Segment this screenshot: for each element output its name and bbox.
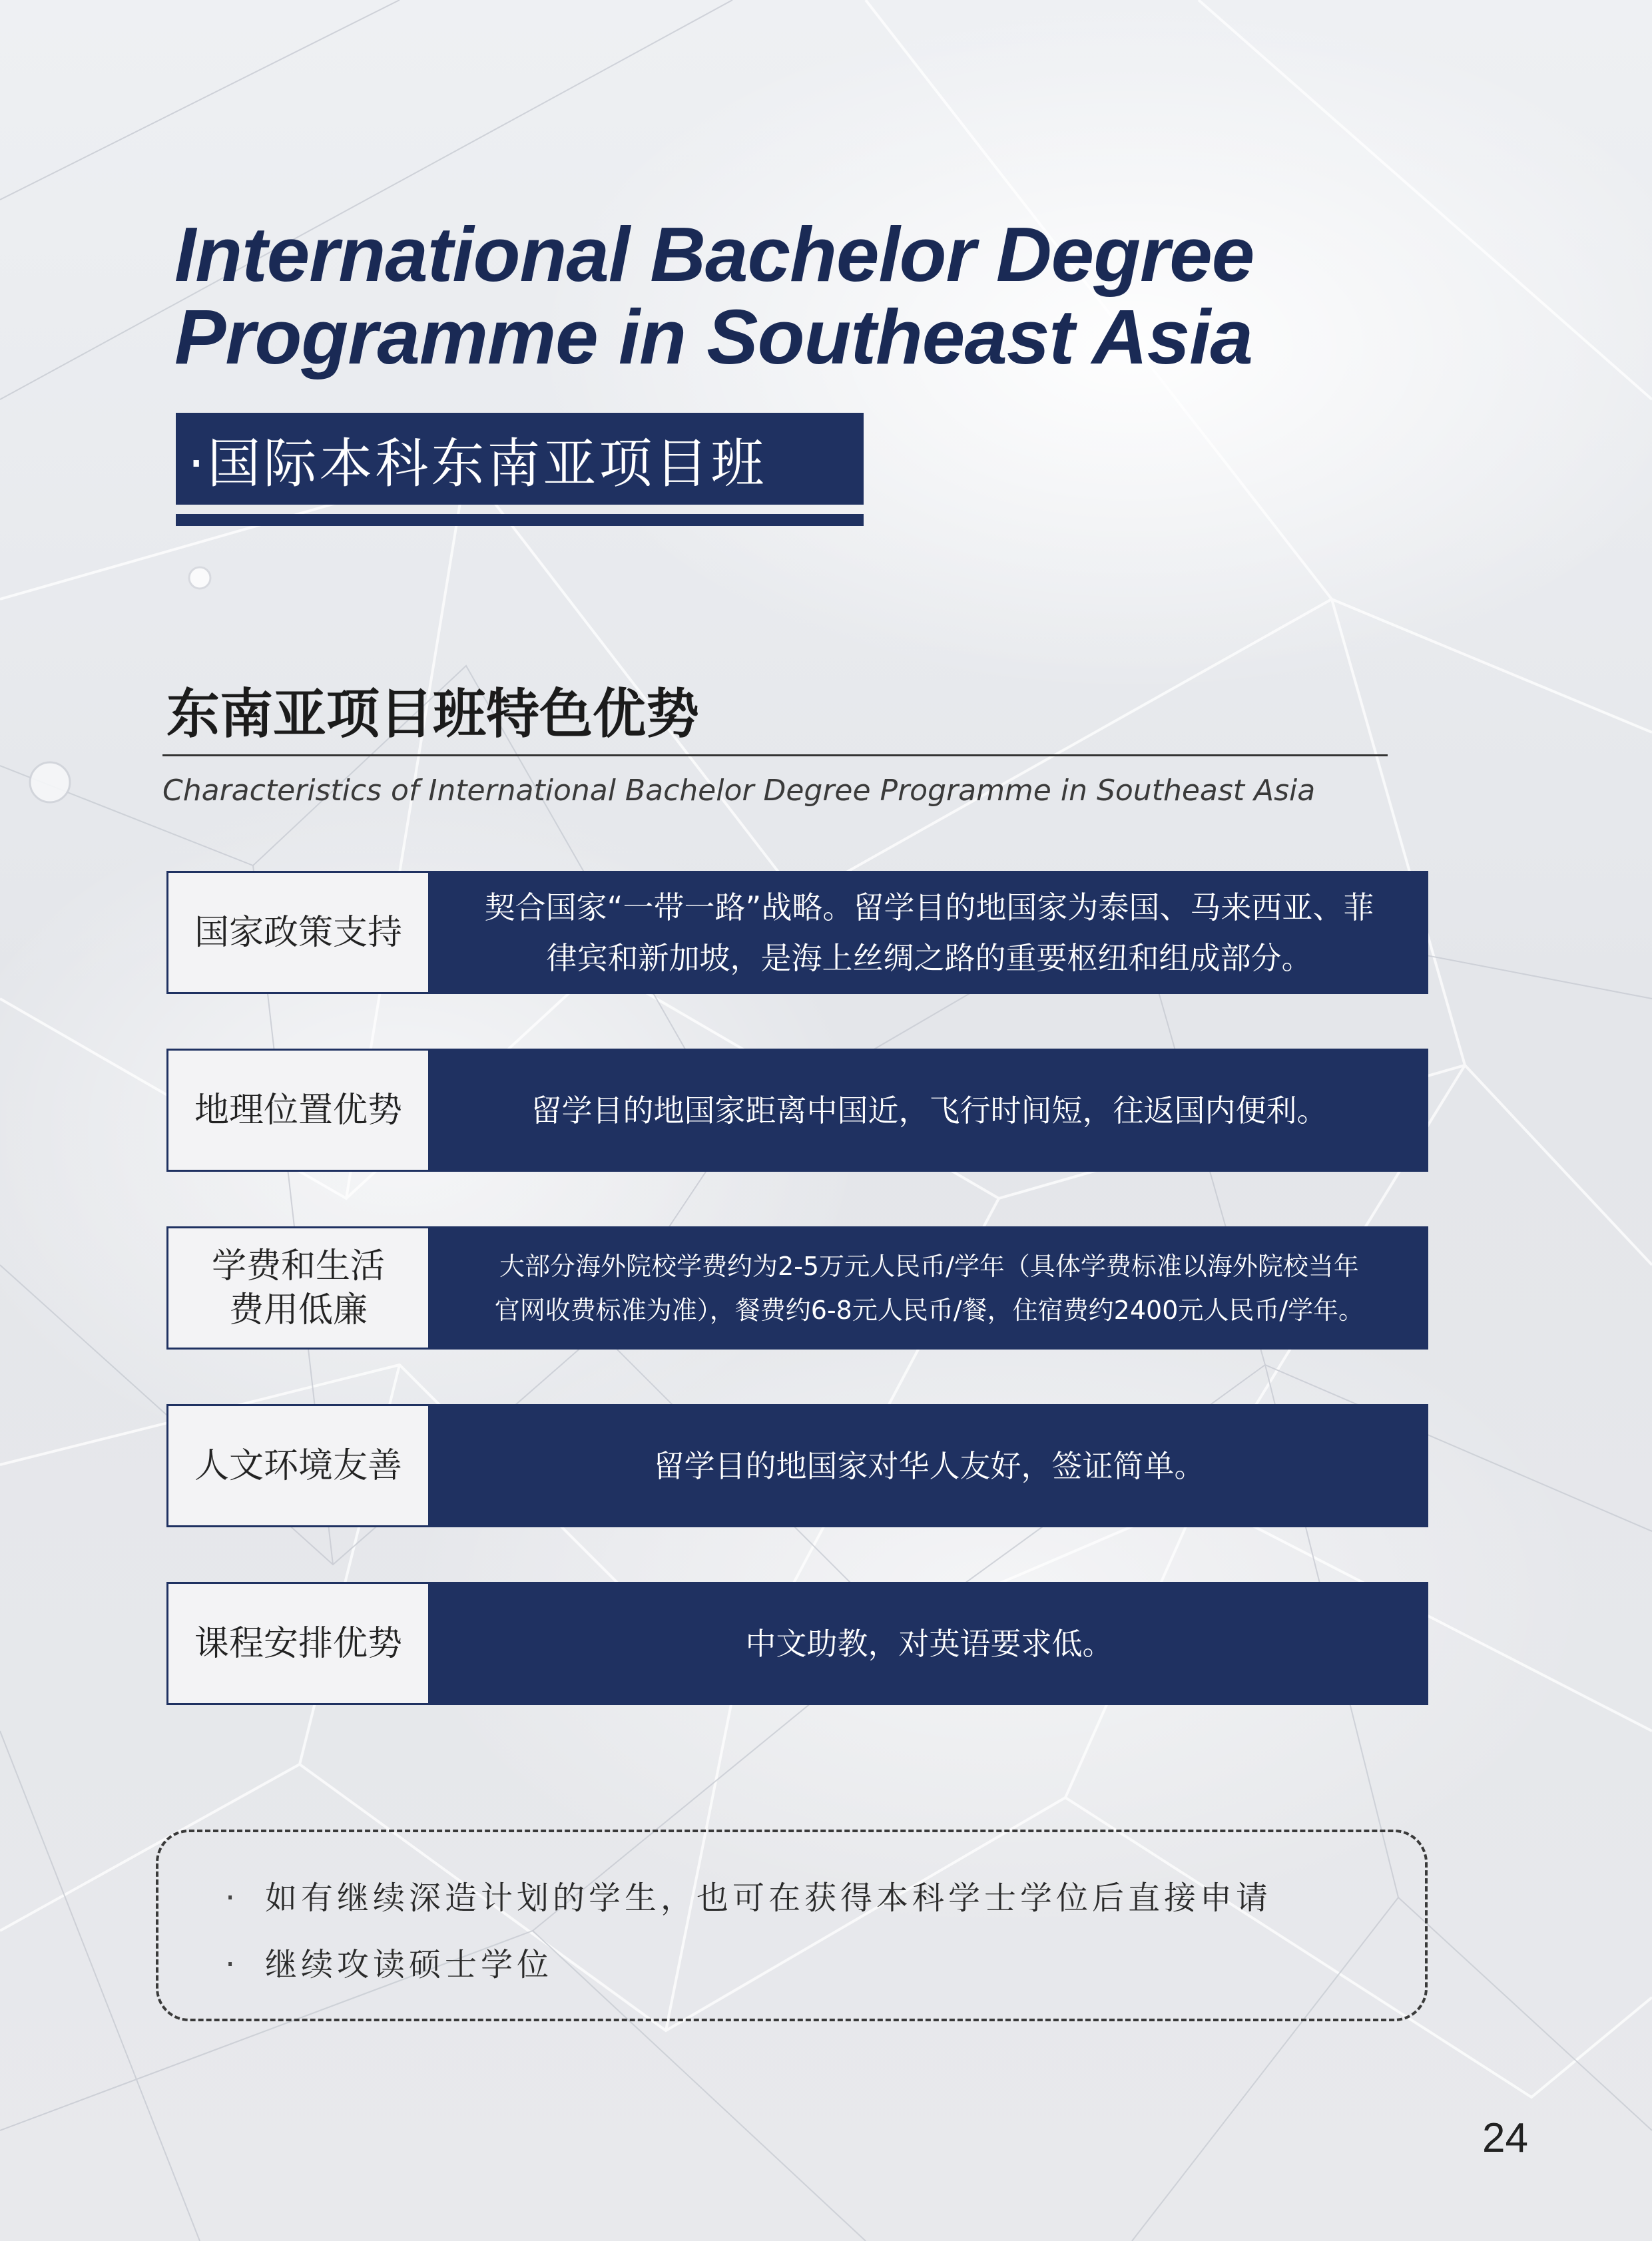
feature-label-line1: 课程安排优势 bbox=[194, 1623, 402, 1664]
feature-label-line2: 费用低廉 bbox=[228, 1290, 368, 1330]
feature-description bbox=[430, 871, 1428, 994]
bullet-icon: · bbox=[225, 1946, 240, 1983]
feature-desc-line1: 大部分海外院校学费约为2-5万元人民币/学年（具体学费标准以海外院校当年 bbox=[499, 1251, 1359, 1281]
feature-description bbox=[430, 1582, 1428, 1705]
feature-row-curriculum bbox=[166, 1582, 1428, 1705]
feature-row-culture bbox=[166, 1404, 1428, 1527]
feature-label-line1: 人文环境友善 bbox=[194, 1445, 402, 1486]
page-number: 24 bbox=[1482, 2115, 1528, 2161]
further-study-note bbox=[156, 1830, 1428, 2021]
feature-label-line1: 学费和生活 bbox=[211, 1246, 385, 1286]
feature-row-policy bbox=[166, 871, 1428, 994]
feature-label bbox=[166, 1582, 430, 1705]
bullet-icon: · bbox=[225, 1879, 240, 1917]
feature-label bbox=[166, 1049, 430, 1172]
note-line-1 bbox=[225, 1872, 1272, 1918]
feature-row-geography bbox=[166, 1049, 1428, 1172]
note-text-1: 如有继续深造计划的学生，也可在获得本科学士学位后直接申请 bbox=[265, 1879, 1272, 1917]
section-subtitle: Characteristics of International Bachelor Degree Programme in Southeast Asia bbox=[162, 774, 1316, 808]
feature-desc-line1: 留学目的地国家距离中国近，飞行时间短，往返国内便利。 bbox=[531, 1092, 1328, 1128]
feature-row-cost bbox=[166, 1226, 1428, 1350]
note-line-2 bbox=[225, 1939, 553, 1985]
cn-title-underline bbox=[176, 514, 864, 526]
cn-title-banner bbox=[176, 413, 864, 505]
feature-description bbox=[430, 1049, 1428, 1172]
cn-title-text: ·国际本科东南亚项目班 bbox=[188, 432, 767, 495]
section-divider bbox=[162, 754, 1388, 756]
main-title-line2: Programme in Southeast Asia bbox=[174, 294, 1252, 380]
section-heading: 东南亚项目班特色优势 bbox=[166, 683, 699, 745]
feature-label bbox=[166, 871, 430, 994]
note-text-2: 继续攻读硕士学位 bbox=[265, 1946, 553, 1983]
feature-label-line1: 地理位置优势 bbox=[194, 1090, 402, 1130]
main-title bbox=[174, 213, 1440, 378]
feature-description bbox=[430, 1226, 1428, 1350]
main-title-line1: International Bachelor Degree bbox=[174, 211, 1254, 298]
feature-description bbox=[430, 1404, 1428, 1527]
feature-desc-line1: 中文助教，对英语要求低。 bbox=[745, 1625, 1113, 1662]
feature-desc-line1: 留学目的地国家对华人友好，签证简单。 bbox=[653, 1447, 1205, 1484]
feature-desc-line1: 契合国家“一带一路”战略。留学目的地国家为泰国、马来西亚、菲 bbox=[484, 889, 1374, 925]
feature-label bbox=[166, 1404, 430, 1527]
feature-desc-line2: 律宾和新加坡，是海上丝绸之路的重要枢纽和组成部分。 bbox=[546, 939, 1312, 976]
feature-desc-line2: 官网收费标准为准），餐费约6-8元人民币/餐，住宿费约2400元人民币/学年。 bbox=[494, 1295, 1364, 1325]
feature-label bbox=[166, 1226, 430, 1350]
feature-label-line1: 国家政策支持 bbox=[194, 912, 402, 953]
